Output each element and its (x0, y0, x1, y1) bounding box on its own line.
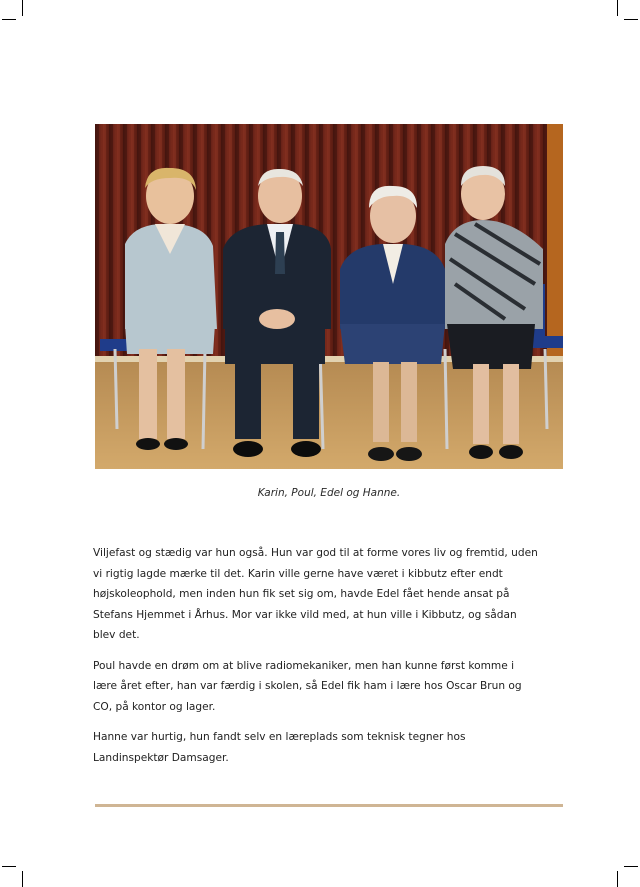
crop-mark-bottom-left-v (22, 871, 23, 887)
group-photo (95, 124, 563, 469)
crop-mark-bottom-right-h (624, 866, 638, 867)
paragraph: Viljefast og stædig var hun også. Hun var god til at forme vores liv og fremtid, uden vi rigtig lagde mærke til det. Karin ville gerne have været i kibbutz efter endt højskoleophold, men inden hun fik set sig om, havde Edel fået hende ansat på Stefans Hjemmet i Århus. Mor var ikke vild med, at hun ville i Kibbutz, og sådan blev det. (93, 547, 538, 641)
body-text (93, 543, 538, 778)
crop-mark-top-right-v (617, 0, 618, 16)
crop-mark-top-left-h (2, 19, 16, 20)
footer-rule (95, 804, 563, 807)
crop-mark-top-left-v (22, 0, 23, 16)
crop-mark-top-right-h (624, 19, 638, 20)
paragraph: Poul havde en drøm om at blive radiomekaniker, men han kunne først komme i lære året efter, han var færdig i skolen, så Edel fik ham i lære hos Oscar Brun og CO, på kontor og lager. (93, 659, 522, 713)
crop-mark-bottom-left-h (2, 866, 16, 867)
photo-caption: Karin, Poul, Edel og Hanne. (257, 487, 401, 499)
crop-mark-bottom-right-v (617, 871, 618, 887)
paragraph: Hanne var hurtig, hun fandt selv en læreplads som teknisk tegner hos Landinspektør Damsager. (93, 731, 466, 764)
group-photo-image (95, 124, 563, 469)
